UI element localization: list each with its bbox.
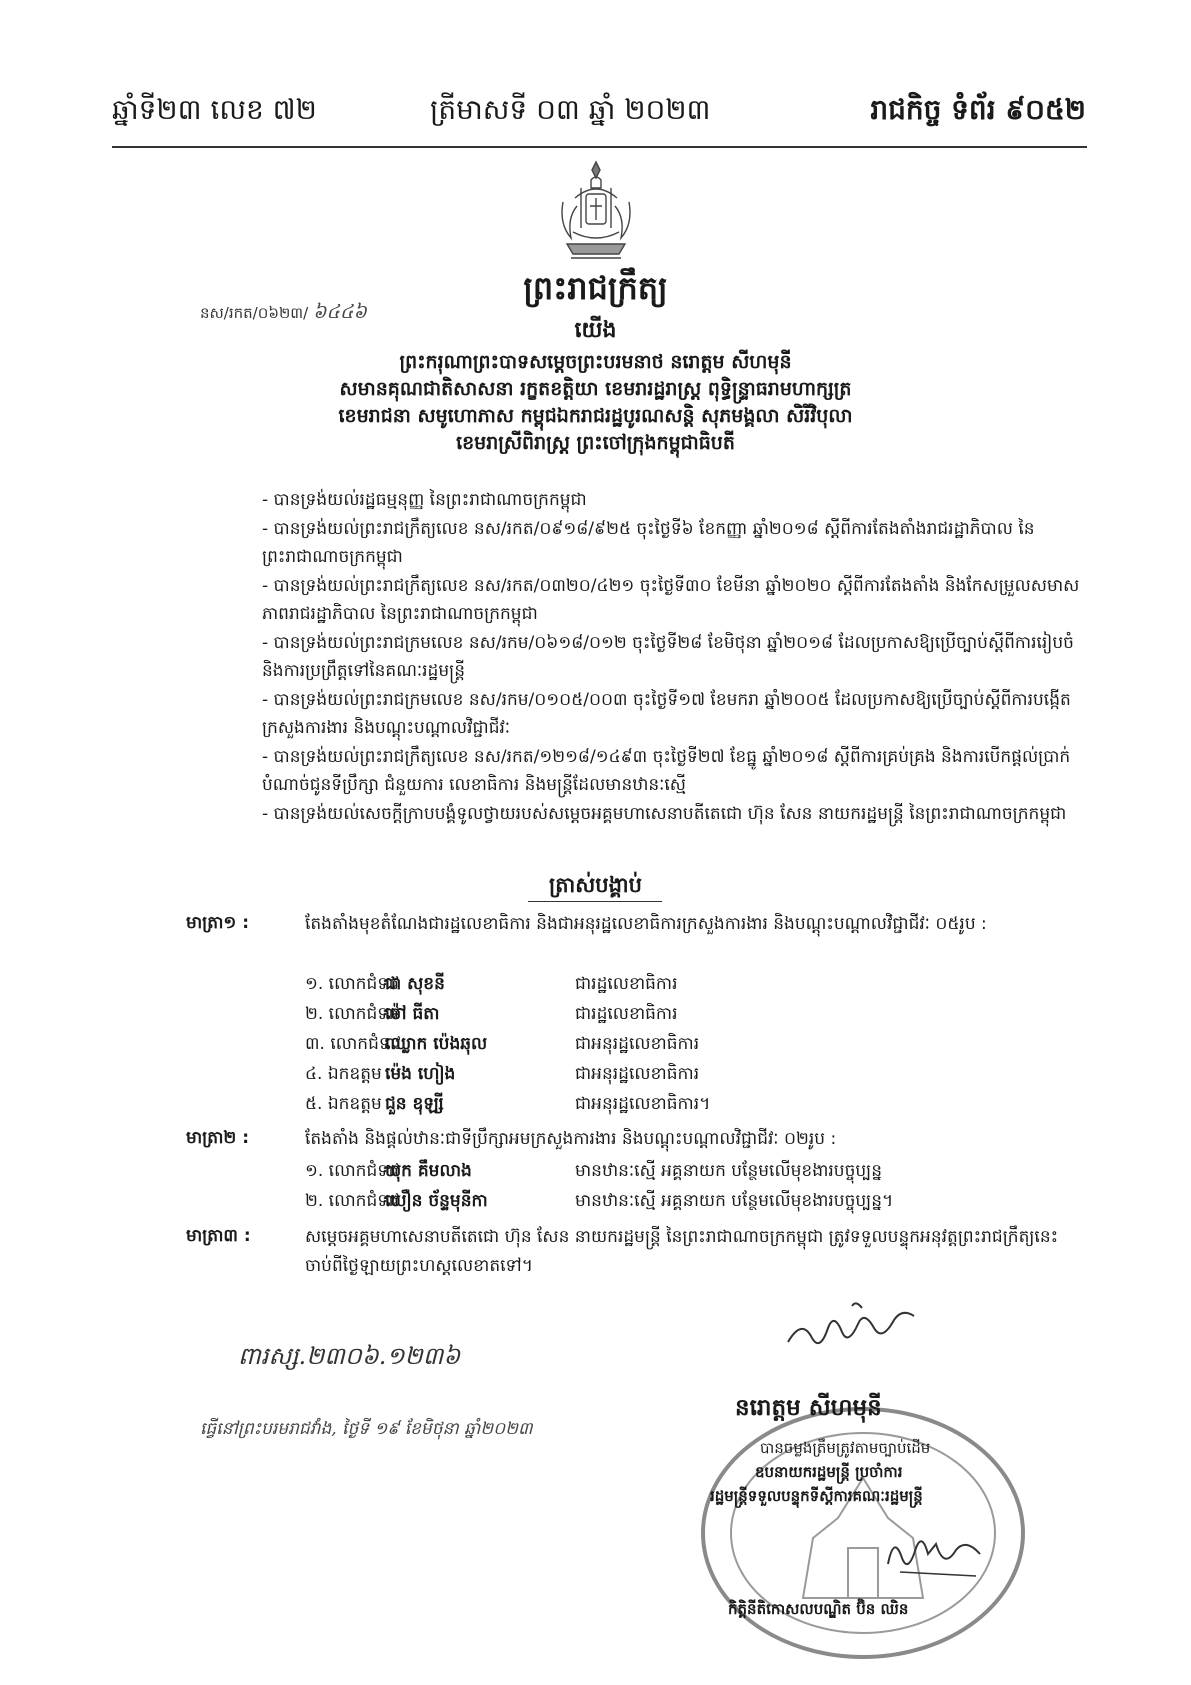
reference-prefix: នស/រកត/០៦២៣/ <box>200 304 309 322</box>
gazette-year-issue: ឆ្នាំទី២៣ លេខ ៧២ <box>112 93 317 126</box>
preamble-item: - បានទ្រង់យល់ព្រះរាជក្រមលេខ នស/រកម/០១០៥/០០៣ ចុះថ្ងៃទី១៧ ខែមករា ឆ្នាំ២០០៥ ដែលប្រកាសឱ្យប្រើច្បាប់ស្តីពីការបង្កើតក្រសួងការងារ និងបណ្តុះបណ្តាលវិជ្ជាជីវៈ <box>262 690 1071 738</box>
deputy-pm-line: ឧបនាយករដ្ឋមន្ត្រី ប្រចាំការ <box>755 1463 903 1481</box>
advisor-name: យុក គឹមលាង <box>385 1161 472 1181</box>
certified-copy-line: បានចម្លងត្រឹមត្រូវតាមច្បាប់ដើម <box>760 1439 931 1457</box>
header-divider <box>112 146 1087 148</box>
appointee-position: ជាអនុរដ្ឋលេខាធិការ។ <box>575 1094 711 1114</box>
handwritten-date: ពារស្ស.២៣០៦.១២៣៦ <box>238 1342 461 1370</box>
king-title-line-4: ខេមរាស្រីពិរាស្ត្រ ព្រះចៅក្រុងកម្ពុជាធិបតី <box>456 432 735 454</box>
appointee-number: ៥. ឯកឧត្តម <box>305 1094 382 1114</box>
advisor-rank: មានឋានៈស្មើ អគ្គនាយក បន្ថែមលើមុខងារបច្ចុប្បន្ន <box>575 1161 883 1181</box>
advisor-number: ២. លោកជំទាវ <box>305 1191 399 1211</box>
article-3-label: មាត្រា៣ : <box>186 1226 251 1246</box>
advisor-rank: មានឋានៈស្មើ អគ្គនាយក បន្ថែមលើមុខងារបច្ចុប្បន្ន។ <box>575 1191 894 1211</box>
appointee-name: ម៉ៅ ធីតា <box>385 1004 440 1024</box>
appointee-number: ៣. លោកជំទាវ <box>305 1034 401 1054</box>
preamble-item: - បានទ្រង់យល់រដ្ឋធម្មនុញ្ញ នៃព្រះរាជាណាចក្រកម្ពុជា <box>262 490 587 510</box>
appointee-number: ១. លោកជំទាវ <box>305 974 399 994</box>
place-and-date: ធ្វើនៅព្រះបរមរាជវាំង, ថ្ងៃទី ១៩ ខែមិថុនា ឆ្នាំ២០២៣ <box>200 1419 533 1439</box>
advisor-name: ឃឿន ច័ន្ទមុនីកា <box>385 1191 488 1211</box>
gazette-page: រាជកិច្ច ទំព័រ ៩០៥២ <box>870 93 1086 126</box>
minister-name: កិត្តិនីតិកោសលបណ្ឌិត ប៊ិន ឈិន <box>728 1600 909 1618</box>
royal-arms-icon <box>553 158 639 264</box>
appointee-name: ឈ្លោក ប៉េងឆុល <box>385 1034 488 1054</box>
preamble-item: - បានទ្រង់យល់ព្រះរាជក្រមលេខ នស/រកម/០៦១៨/០១២ ចុះថ្ងៃទី២៨ ខែមិថុនា ឆ្នាំ២០១៨ ដែលប្រកាសឱ្យប្រើច្បាប់ស្តីពីការរៀបចំនិងការប្រព្រឹត្តទៅនៃគណៈរដ្ឋមន្ត្រី <box>262 633 1074 681</box>
gazette-quarter: ត្រីមាសទី ០៣ ឆ្នាំ ២០២៣ <box>430 93 711 126</box>
appointee-name: ម៉េង ហៀង <box>385 1064 456 1084</box>
gazette-header <box>0 92 1191 132</box>
decrees-heading-underline <box>528 901 662 902</box>
we-heading: យើង <box>574 318 617 343</box>
decrees-heading: ត្រាស់បង្គាប់ <box>549 873 642 897</box>
preamble-item: - បានទ្រង់យល់ព្រះរាជក្រឹត្យលេខ នស/រកត/១២១៨/១៤៩៣ ចុះថ្ងៃទី២៧ ខែធ្នូ ឆ្នាំ២០១៨ ស្តីពីការគ្រប់គ្រង និងការបើកផ្តល់ប្រាក់បំណាច់ជូនទីប្រឹក្សា ជំនួយការ លេខាធិការ និងមន្ត្រីដែលមានឋានៈស្មើ <box>262 747 1071 795</box>
king-name: នរោត្តម សីហមុនី <box>735 1395 882 1421</box>
article-3-text: សម្តេចអគ្គមហាសេនាបតីតេជោ ហ៊ុន សែន នាយករដ្ឋមន្ត្រី នៃព្រះរាជាណាចក្រកម្ពុជា ត្រូវទទួលបន្ទុកអនុវត្តព្រះរាជក្រឹត្យនេះ ចាប់ពីថ្ងៃឡាយព្រះហស្តលេខាតទៅ។ <box>305 1227 1059 1276</box>
preamble-item: - បានទ្រង់យល់ព្រះរាជក្រឹត្យលេខ នស/រកត/០៣២០/៤២១ ចុះថ្ងៃទី៣០ ខែមីនា ឆ្នាំ២០២០ ស្តីពីការតែងតាំង និងកែសម្រួលសមាសភាពរាជរដ្ឋាភិបាល នៃព្រះរាជាណាចក្រកម្ពុជា <box>262 576 1080 624</box>
article-1-text: តែងតាំងមុខតំណែងជារដ្ឋលេខាធិការ និងជាអនុរដ្ឋលេខាធិការក្រសួងការងារ និងបណ្តុះបណ្តាលវិជ្ជាជីវៈ ០៥រូប : <box>305 914 987 934</box>
appointee-name: ជា សុខនី <box>385 974 445 994</box>
minister-signature-icon <box>880 1524 990 1584</box>
article-1-label: មាត្រា១ : <box>186 913 250 933</box>
minister-title-line: រដ្ឋមន្ត្រីទទួលបន្ទុកទីស្តីការគណៈរដ្ឋមន្ត្រី <box>710 1487 923 1505</box>
preamble-list <box>262 486 1082 829</box>
king-title-line-3: ខេមរាជនា សមូហោភាស កម្ពុជឯករាជរដ្ឋបូរណសន្តិ សុភមង្គលា សិរីវិបុលា <box>338 405 853 427</box>
preamble-item: - បានទ្រង់យល់ព្រះរាជក្រឹត្យលេខ នស/រកត/០៩១៨/៩២៥ ចុះថ្ងៃទី៦ ខែកញ្ញា ឆ្នាំ២០១៨ ស្តីពីការតែងតាំងរាជរដ្ឋាភិបាល នៃព្រះរាជាណាចក្រកម្ពុជា <box>262 519 1035 567</box>
decree-title: ព្រះរាជក្រឹត្យ <box>523 269 668 307</box>
appointee-position: ជារដ្ឋលេខាធិការ <box>575 1004 678 1024</box>
appointee-number: ២. លោកជំទាវ <box>305 1004 399 1024</box>
article-2-text: តែងតាំង និងផ្តល់ឋានៈជាទីប្រឹក្សាអមក្រសួងការងារ និងបណ្តុះបណ្តាលវិជ្ជាជីវៈ ០២រូប : <box>305 1129 837 1149</box>
king-title-line-2: សមានគុណជាតិសាសនា រក្ខតខត្តិយា ខេមរារដ្ឋរាស្ត្រ ពុទ្ធិន្ទ្រាធរាមហាក្សត្រ <box>339 378 852 400</box>
appointee-position: ជាអនុរដ្ឋលេខាធិការ <box>575 1064 700 1084</box>
appointee-name: ជួន ឧុឡ្សី <box>385 1094 444 1114</box>
appointee-position: ជាអនុរដ្ឋលេខាធិការ <box>575 1034 700 1054</box>
advisor-number: ១. លោកជំទាវ <box>305 1161 399 1181</box>
appointee-position: ជារដ្ឋលេខាធិការ <box>575 974 678 994</box>
reference-handwritten: ៦៤៤៦ <box>312 301 367 323</box>
preamble-item: - បានទ្រង់យល់សេចក្តីក្រាបបង្គំទូលថ្វាយរបស់សម្តេចអគ្គមហាសេនាបតីតេជោ ហ៊ុន សែន នាយករដ្ឋមន្ត្រី នៃព្រះរាជាណាចក្រកម្ពុជា <box>262 804 1067 824</box>
article-2-label: មាត្រា២ : <box>186 1128 250 1148</box>
appointee-number: ៤. ឯកឧត្តម <box>305 1064 382 1084</box>
king-title-line-1: ព្រះករុណាព្រះបាទសម្តេចព្រះបរមនាថ នរោត្តម សីហមុនី <box>399 351 792 373</box>
king-signature-icon <box>782 1298 922 1358</box>
